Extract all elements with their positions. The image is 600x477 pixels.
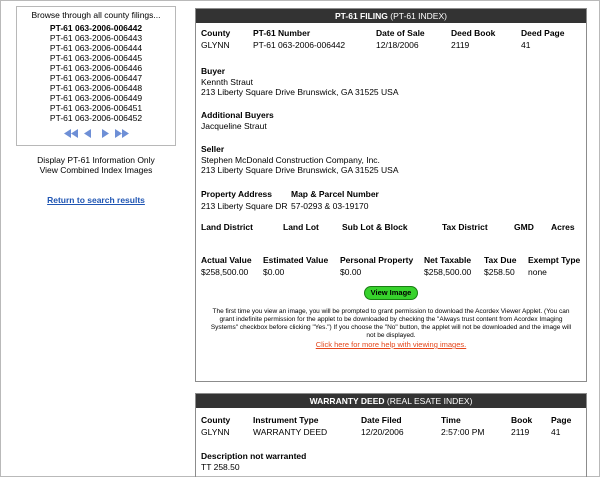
page-value: 41 (551, 427, 561, 437)
tax-district-label: Tax District (442, 222, 488, 232)
filing-list-item[interactable]: PT-61 063-2006-006448 (49, 83, 143, 93)
filing-list-item[interactable]: PT-61 063-2006-006443 (49, 33, 143, 43)
date-of-sale-label: Date of Sale (376, 28, 425, 38)
net-taxable-value: $258,500.00 (424, 267, 472, 277)
view-combined-index-link[interactable]: View Combined Index Images (39, 165, 153, 175)
pt61-number-value: PT-61 063-2006-006442 (253, 40, 346, 50)
net-taxable-label: Net Taxable (424, 255, 472, 265)
warranty-labels (201, 415, 581, 425)
pt61-summary-labels (201, 28, 581, 38)
map-parcel-value: 57-0293 & 03-19170 (291, 201, 369, 211)
buyer-label: Buyer (201, 66, 226, 76)
filing-list-item[interactable]: PT-61 063-2006-006445 (49, 53, 143, 63)
seller-address: 213 Liberty Square Drive Brunswick, GA 31525 USA (201, 165, 399, 175)
exempt-type-label: Exempt Type (528, 255, 581, 265)
land-lot-label: Land Lot (283, 222, 319, 232)
estimated-value-label: Estimated Value (263, 255, 329, 265)
land-district-label: Land District (201, 222, 253, 232)
pt61-filing-panel (195, 8, 587, 382)
filing-navigation (17, 128, 175, 138)
seller-name: Stephen McDonald Construction Company, Inc. (201, 155, 380, 165)
pt61-number-label: PT-61 Number (253, 28, 311, 38)
filing-list-item[interactable]: PT-61 063-2006-006442 (49, 23, 143, 33)
instrument-type-value: WARRANTY DEED (253, 427, 328, 437)
tax-due-value: $258.50 (484, 267, 515, 277)
gmd-label: GMD (514, 222, 534, 232)
buyer-section (201, 66, 581, 97)
deed-book-value: 2119 (451, 40, 470, 50)
deed-page-value: 41 (521, 40, 531, 50)
additional-buyer-name: Jacqueline Straut (201, 121, 267, 131)
pt61-header-title: PT-61 FILING (335, 11, 388, 21)
instrument-type-label: Instrument Type (253, 415, 319, 425)
book-label: Book (511, 415, 533, 425)
personal-property-value: $0.00 (340, 267, 362, 277)
filing-list-item[interactable]: PT-61 063-2006-006449 (49, 93, 143, 103)
return-to-search-link[interactable]: Return to search results (47, 195, 145, 205)
pt61-panel-header (196, 9, 586, 23)
browse-filings-panel (16, 6, 176, 146)
buyer-name: Kennth Straut (201, 77, 253, 87)
warranty-county-value: GLYNN (201, 427, 230, 437)
deed-book-label: Deed Book (451, 28, 496, 38)
property-labels (201, 189, 581, 199)
filing-list-item[interactable]: PT-61 063-2006-006447 (49, 73, 143, 83)
filing-list-item[interactable]: PT-61 063-2006-006444 (49, 43, 143, 53)
pt61-summary-values (201, 40, 581, 50)
value-values (201, 267, 581, 277)
description-label: Description not warranted (201, 451, 307, 461)
viewing-help-link[interactable]: Click here for more help with viewing images. (315, 340, 467, 349)
warranty-panel-header (196, 394, 586, 408)
actual-value-label: Actual Value (201, 255, 252, 265)
pt61-header-subtitle: (PT-61 INDEX) (390, 11, 447, 21)
browse-title: Browse through all county filings... (31, 10, 161, 20)
filing-list-item[interactable]: PT-61 063-2006-006446 (49, 63, 143, 73)
date-filed-value: 12/20/2006 (361, 427, 404, 437)
last-page-icon[interactable] (115, 128, 129, 138)
previous-page-icon[interactable] (81, 128, 95, 138)
additional-buyers-section (201, 110, 581, 131)
next-page-icon[interactable] (98, 128, 112, 138)
value-labels (201, 255, 581, 265)
filing-list-item[interactable]: PT-61 063-2006-006452 (49, 113, 143, 123)
estimated-value: $0.00 (263, 267, 285, 277)
additional-buyers-label: Additional Buyers (201, 110, 274, 120)
warranty-header-subtitle: (REAL ESATE INDEX) (386, 396, 473, 406)
filing-list-item[interactable]: PT-61 063-2006-006451 (49, 103, 143, 113)
seller-label: Seller (201, 144, 225, 154)
buyer-address: 213 Liberty Square Drive Brunswick, GA 31525 USA (201, 87, 399, 97)
sub-lot-block-label: Sub Lot & Block (342, 222, 408, 232)
exempt-type-value: none (528, 267, 547, 277)
property-address-value: 213 Liberty Square DR (201, 201, 288, 211)
applet-notice: The first time you view an image, you will be prompted to grant permission to download the Acordex Viewer Applet. (You can grant indefinite permission for the applet to be downloaded by checking the "Always trust content from Acordex Imaging Systems" checkbox before clicking "Yes.") If you choose the "No" button, the applet will not be downloaded and the image will not be displayed. (210, 308, 572, 339)
time-value: 2:57:00 PM (441, 427, 485, 437)
county-value: GLYNN (201, 40, 230, 50)
deed-page-label: Deed Page (521, 28, 565, 38)
warranty-header-title: WARRANTY DEED (309, 396, 385, 406)
display-pt61-only-link[interactable]: Display PT-61 Information Only (37, 155, 155, 165)
map-parcel-label: Map & Parcel Number (291, 189, 379, 199)
warranty-values (201, 427, 581, 437)
personal-property-label: Personal Property (340, 255, 414, 265)
property-address-label: Property Address (201, 189, 273, 199)
description-section (201, 451, 581, 472)
land-labels (201, 222, 581, 232)
description-value: TT 258.50 (201, 462, 240, 472)
warranty-deed-panel (195, 393, 587, 477)
acres-label: Acres (551, 222, 575, 232)
seller-section (201, 144, 581, 175)
date-of-sale-value: 12/18/2006 (376, 40, 419, 50)
tax-due-label: Tax Due (484, 255, 517, 265)
first-page-icon[interactable] (64, 128, 78, 138)
time-label: Time (441, 415, 461, 425)
warranty-county-label: County (201, 415, 231, 425)
book-value: 2119 (511, 427, 530, 437)
date-filed-label: Date Filed (361, 415, 402, 425)
display-options (16, 155, 176, 175)
page-label: Page (551, 415, 572, 425)
property-values (201, 201, 581, 211)
filing-list (17, 23, 175, 123)
view-image-button[interactable]: View Image (364, 286, 419, 300)
actual-value: $258,500.00 (201, 267, 249, 277)
county-label: County (201, 28, 231, 38)
